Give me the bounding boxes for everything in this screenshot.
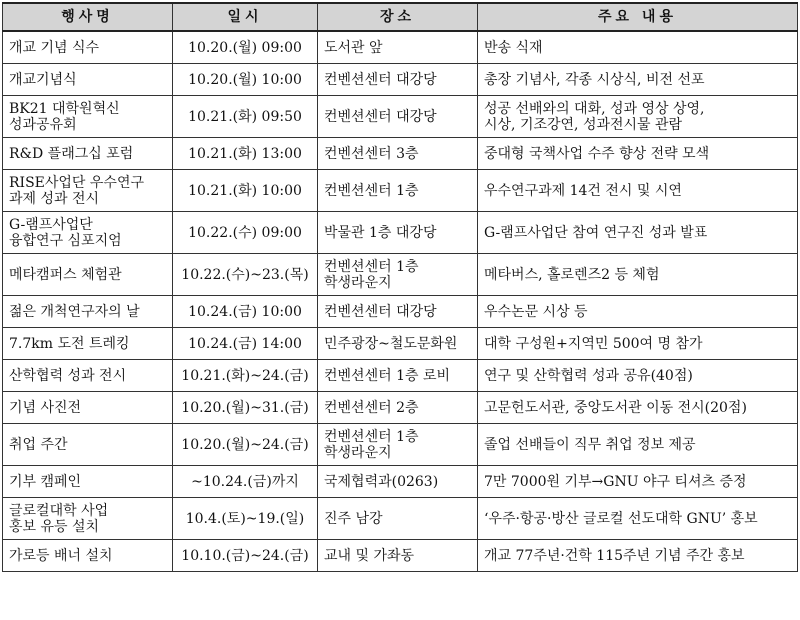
content-cell: 대학 구성원+지역민 500여 명 참가	[478, 328, 798, 360]
event-name-cell: 기념 사진전	[3, 392, 173, 424]
event-schedule-table	[2, 2, 798, 572]
date-cell: 10.21.(화)~24.(금)	[173, 360, 318, 392]
event-name-cell: 산학협력 성과 전시	[3, 360, 173, 392]
table-row	[3, 540, 798, 572]
table-row	[3, 254, 798, 296]
date-cell: 10.22.(수)~23.(목)	[173, 254, 318, 296]
place-cell: 컨벤션센터 1층 로비	[318, 360, 478, 392]
place-cell: 컨벤션센터 1층 학생라운지	[318, 254, 478, 296]
event-name-cell: 메타캠퍼스 체험관	[3, 254, 173, 296]
date-cell: 10.4.(토)~19.(일)	[173, 498, 318, 540]
date-cell: 10.21.(화) 09:50	[173, 96, 318, 138]
content-cell: G-램프사업단 참여 연구진 성과 발표	[478, 212, 798, 254]
table-row	[3, 212, 798, 254]
table-row	[3, 424, 798, 466]
place-cell: 컨벤션센터 대강당	[318, 96, 478, 138]
place-cell: 교내 및 가좌동	[318, 540, 478, 572]
content-cell: 개교 77주년·건학 115주년 기념 주간 홍보	[478, 540, 798, 572]
table-row	[3, 138, 798, 170]
place-cell: 민주광장~철도문화원	[318, 328, 478, 360]
place-cell: 컨벤션센터 3층	[318, 138, 478, 170]
content-cell: 7만 7000원 기부→GNU 야구 티셔츠 증정	[478, 466, 798, 498]
content-cell: 우수연구과제 14건 전시 및 시연	[478, 170, 798, 212]
event-name-cell: RISE사업단 우수연구 과제 성과 전시	[3, 170, 173, 212]
content-cell: 우수논문 시상 등	[478, 296, 798, 328]
table-row	[3, 170, 798, 212]
date-cell: 10.21.(화) 13:00	[173, 138, 318, 170]
date-cell: 10.24.(금) 14:00	[173, 328, 318, 360]
place-cell: 박물관 1층 대강당	[318, 212, 478, 254]
place-cell: 도서관 앞	[318, 31, 478, 64]
table-row	[3, 392, 798, 424]
date-cell: 10.24.(금) 10:00	[173, 296, 318, 328]
table-row	[3, 96, 798, 138]
header-event: 행사명	[3, 3, 173, 31]
content-cell: 성공 선배와의 대화, 성과 영상 상영, 시상, 기조강연, 성과전시물 관람	[478, 96, 798, 138]
table-row	[3, 296, 798, 328]
table-row	[3, 498, 798, 540]
content-cell: 연구 및 산학협력 성과 공유(40점)	[478, 360, 798, 392]
place-cell: 진주 남강	[318, 498, 478, 540]
date-cell: 10.22.(수) 09:00	[173, 212, 318, 254]
date-cell: 10.21.(화) 10:00	[173, 170, 318, 212]
event-name-cell: 개교기념식	[3, 64, 173, 96]
date-cell: 10.10.(금)~24.(금)	[173, 540, 318, 572]
place-cell: 컨벤션센터 대강당	[318, 296, 478, 328]
event-name-cell: 젊은 개척연구자의 날	[3, 296, 173, 328]
content-cell: 반송 식재	[478, 31, 798, 64]
table-body	[3, 31, 798, 572]
table-row	[3, 328, 798, 360]
content-cell: 고문헌도서관, 중앙도서관 이동 전시(20점)	[478, 392, 798, 424]
content-cell: 메타버스, 홀로렌즈2 등 체험	[478, 254, 798, 296]
date-cell: 10.20.(월)~24.(금)	[173, 424, 318, 466]
event-name-cell: 가로등 배너 설치	[3, 540, 173, 572]
event-name-cell: 글로컬대학 사업 홍보 유등 설치	[3, 498, 173, 540]
table-row	[3, 360, 798, 392]
event-name-cell: 기부 캠페인	[3, 466, 173, 498]
event-name-cell: R&D 플래그십 포럼	[3, 138, 173, 170]
header-row	[3, 3, 798, 31]
header-place: 장소	[318, 3, 478, 31]
date-cell: ~10.24.(금)까지	[173, 466, 318, 498]
content-cell: 졸업 선배들이 직무 취업 정보 제공	[478, 424, 798, 466]
place-cell: 컨벤션센터 1층 학생라운지	[318, 424, 478, 466]
date-cell: 10.20.(월)~31.(금)	[173, 392, 318, 424]
event-name-cell: 7.7km 도전 트레킹	[3, 328, 173, 360]
event-name-cell: 개교 기념 식수	[3, 31, 173, 64]
place-cell: 컨벤션센터 1층	[318, 170, 478, 212]
content-cell: 총장 기념사, 각종 시상식, 비전 선포	[478, 64, 798, 96]
content-cell: ‘우주·항공·방산 글로컬 선도대학 GNU’ 홍보	[478, 498, 798, 540]
place-cell: 컨벤션센터 대강당	[318, 64, 478, 96]
table-row	[3, 64, 798, 96]
place-cell: 컨벤션센터 2층	[318, 392, 478, 424]
table-row	[3, 466, 798, 498]
header-date: 일시	[173, 3, 318, 31]
table-row	[3, 31, 798, 64]
table-header	[3, 3, 798, 31]
event-name-cell: BK21 대학원혁신 성과공유회	[3, 96, 173, 138]
header-content: 주요 내용	[478, 3, 798, 31]
place-cell: 국제협력과(0263)	[318, 466, 478, 498]
event-name-cell: G-램프사업단 융합연구 심포지엄	[3, 212, 173, 254]
event-name-cell: 취업 주간	[3, 424, 173, 466]
content-cell: 중대형 국책사업 수주 향상 전략 모색	[478, 138, 798, 170]
date-cell: 10.20.(월) 09:00	[173, 31, 318, 64]
date-cell: 10.20.(월) 10:00	[173, 64, 318, 96]
